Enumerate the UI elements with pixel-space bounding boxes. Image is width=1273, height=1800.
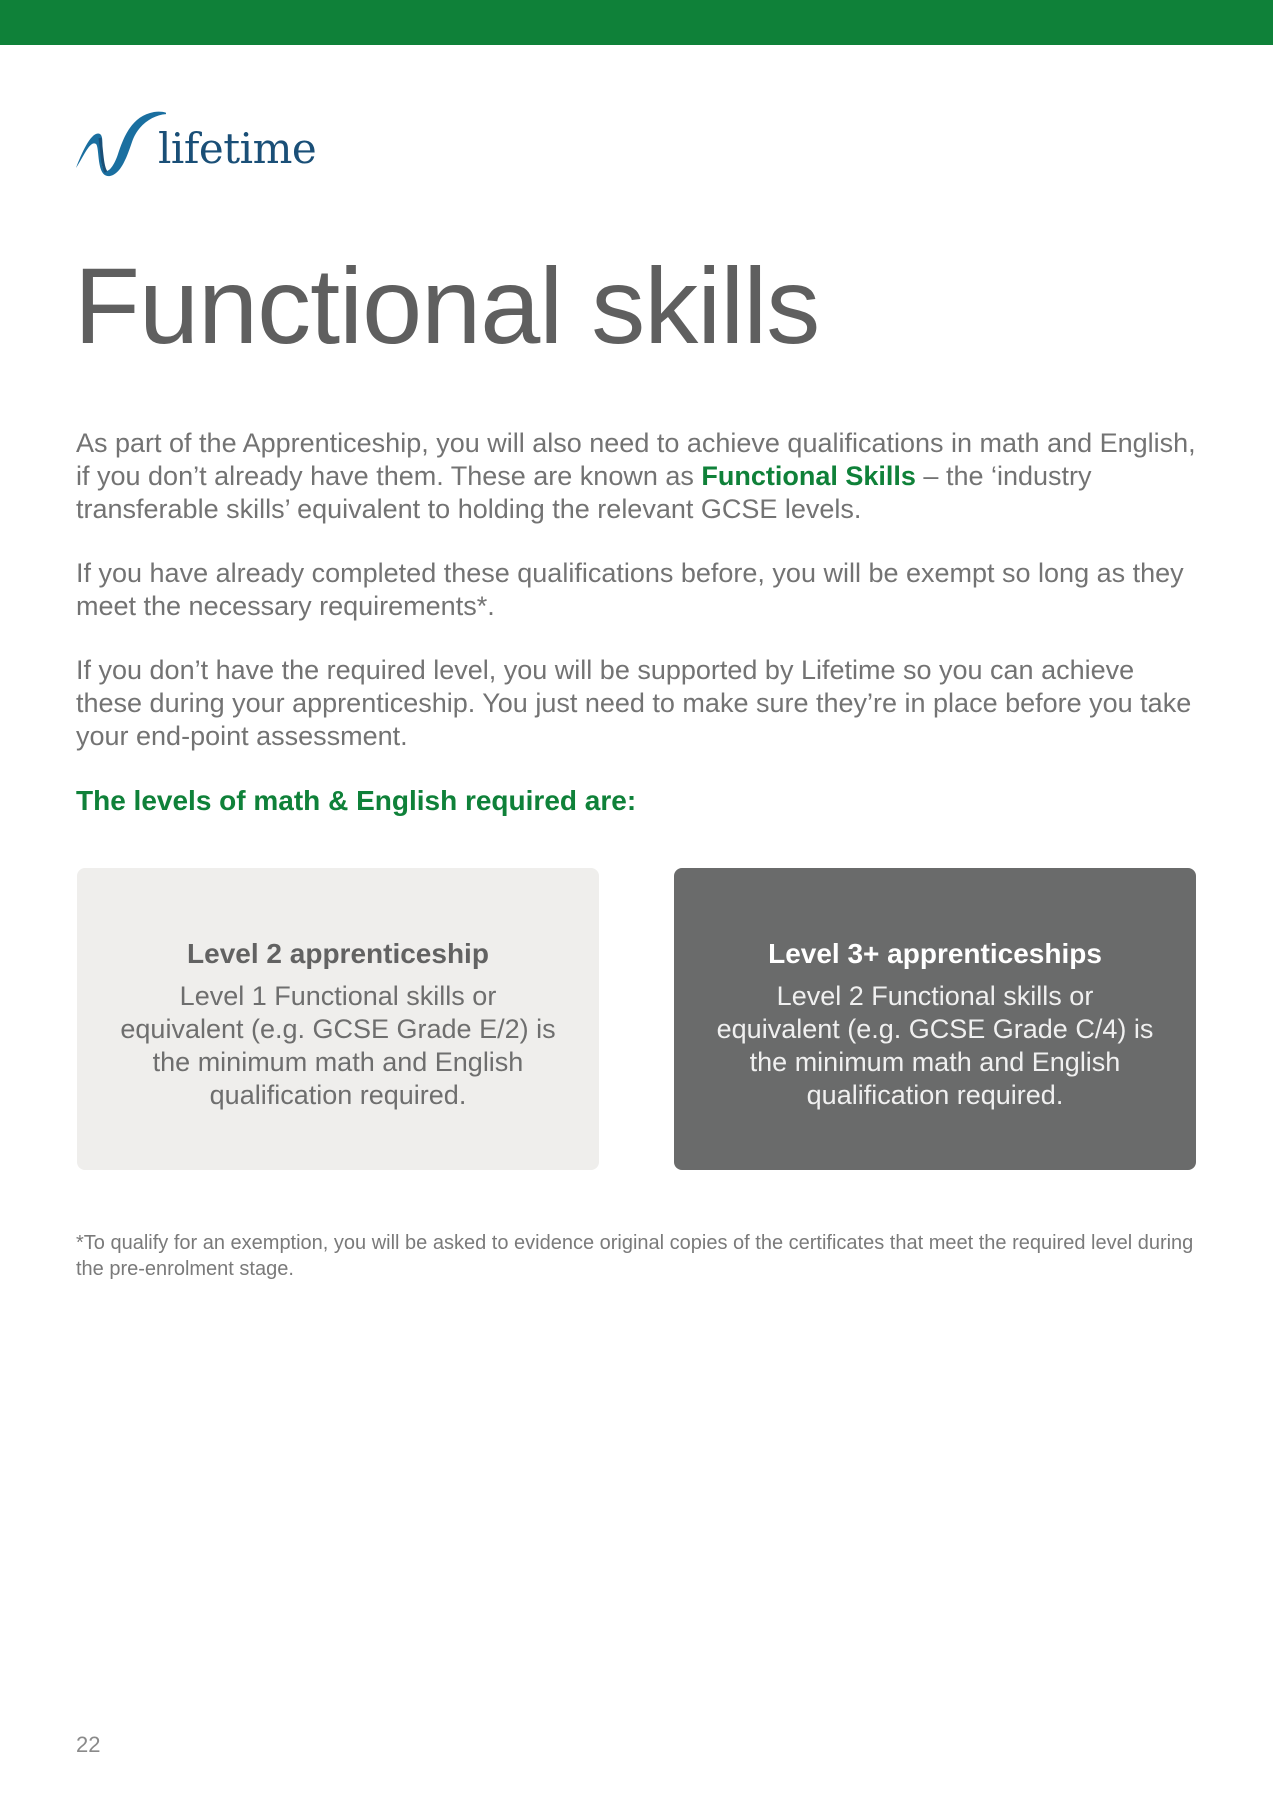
intro-paragraph-1 bbox=[76, 427, 1206, 526]
top-color-bar bbox=[0, 0, 1273, 45]
functional-skills-highlight: Functional Skills bbox=[701, 461, 916, 491]
lifetime-swoosh-icon bbox=[74, 108, 166, 180]
level-3-card-title: Level 3+ apprenticeships bbox=[768, 938, 1102, 969]
intro-paragraph-3: If you don’t have the required level, you will be supported by Lifetime so you can achieve these during your apprenticeship. You just need to make sure they’re in place before you take your end-point assessment. bbox=[76, 655, 1192, 751]
levels-subheading: The levels of math & English required are: bbox=[76, 785, 637, 816]
page-title: Functional skills bbox=[74, 245, 820, 366]
level-2-card bbox=[77, 868, 599, 1170]
level-2-card-title: Level 2 apprenticeship bbox=[187, 938, 489, 969]
intro-text-end: – the ‘industry transferable skills’ equivalent to holding the relevant GCSE levels. bbox=[76, 461, 1092, 524]
level-3-card-text: Level 2 Functional skills or equivalent (e.g. GCSE Grade C/4) is the minimum math and English qualification required. bbox=[716, 981, 1154, 1110]
intro-paragraph-2: If you have already completed these qualifications before, you will be exempt so long as they meet the necessary requirements*. bbox=[76, 558, 1184, 621]
lifetime-logo bbox=[74, 108, 324, 180]
exemption-footnote: *To qualify for an exemption, you will be asked to evidence original copies of the certificates that meet the required level during the pre-enrolment stage. bbox=[76, 1232, 1194, 1280]
intro-text-start: As part of the Apprenticeship, you will also need to achieve qualifications in math and English, if you don’t already have them. These are known as bbox=[76, 428, 1196, 491]
logo-wordmark: lifetime bbox=[158, 124, 317, 173]
level-2-card-text: Level 1 Functional skills or equivalent (e.g. GCSE Grade E/2) is the minimum math and English qualification required. bbox=[120, 981, 556, 1110]
page-number: 22 bbox=[76, 1732, 101, 1757]
level-3-card bbox=[674, 868, 1196, 1170]
